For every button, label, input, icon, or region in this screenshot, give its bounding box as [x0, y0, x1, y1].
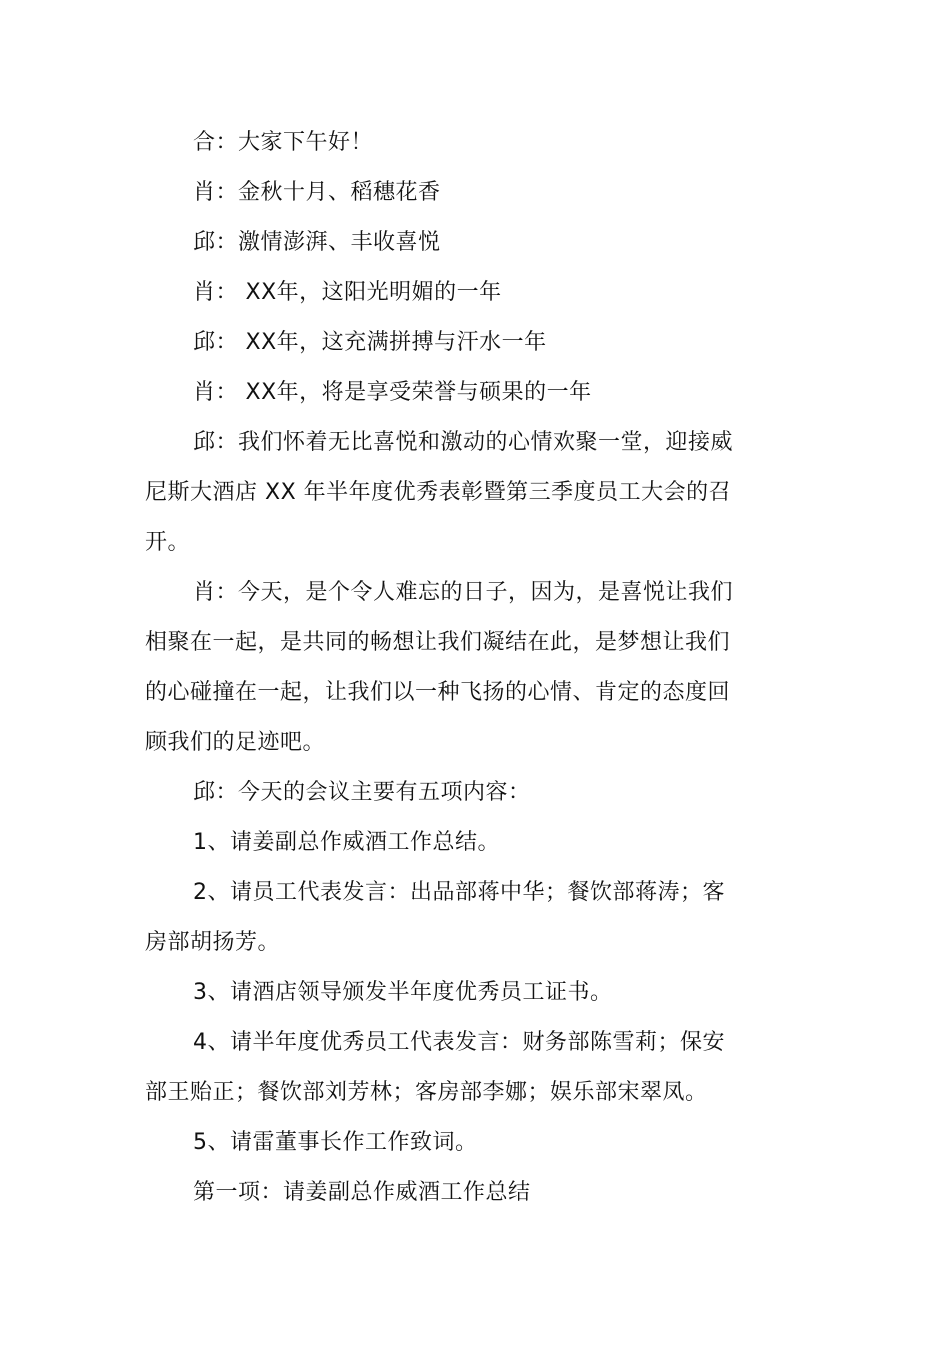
- paragraph-line-3: 邱：激情澎湃、丰收喜悦: [193, 230, 441, 255]
- agenda-item-1: 1、请姜副总作威酒工作总结。: [193, 830, 500, 855]
- paragraph-greeting: 合：大家下午好！: [193, 130, 374, 155]
- paragraph-agenda-intro: 邱：今天的会议主要有五项内容：: [193, 780, 531, 805]
- agenda-item-4: 4、请半年度优秀员工代表发言：财务部陈雪莉；保安部王贻正；餐饮部刘芳林；客房部李娜；娱乐部宋翠凤。: [145, 1030, 725, 1105]
- paragraph-line-6: 肖： XX年，将是享受荣誉与硕果的一年: [193, 380, 592, 405]
- paragraph-today: 肖：今天，是个令人难忘的日子，因为，是喜悦让我们相聚在一起，是共同的畅想让我们凝结在此，是梦想让我们的心碰撞在一起，让我们以一种飞扬的心情、肯定的态度回顾我们的足迹吧。: [145, 580, 734, 755]
- paragraph-welcome: 邱：我们怀着无比喜悦和激动的心情欢聚一堂，迎接威尼斯大酒店 XX 年半年度优秀表彰暨第三季度员工大会的召开。: [145, 430, 734, 555]
- paragraph-line-4: 肖： XX年，这阳光明媚的一年: [193, 280, 502, 305]
- paragraph-line-2: 肖：金秋十月、稻穗花香: [193, 180, 441, 205]
- agenda-item-5: 5、请雷董事长作工作致词。: [193, 1130, 478, 1155]
- agenda-item-3: 3、请酒店领导颁发半年度优秀员工证书。: [193, 980, 613, 1005]
- document-body: [145, 118, 745, 1218]
- agenda-item-2: 2、请员工代表发言：出品部蒋中华；餐饮部蒋涛；客房部胡扬芳。: [145, 880, 725, 955]
- paragraph-line-5: 邱： XX年，这充满拼搏与汗水一年: [193, 330, 547, 355]
- section-heading-item-1: 第一项：请姜副总作威酒工作总结: [193, 1180, 531, 1205]
